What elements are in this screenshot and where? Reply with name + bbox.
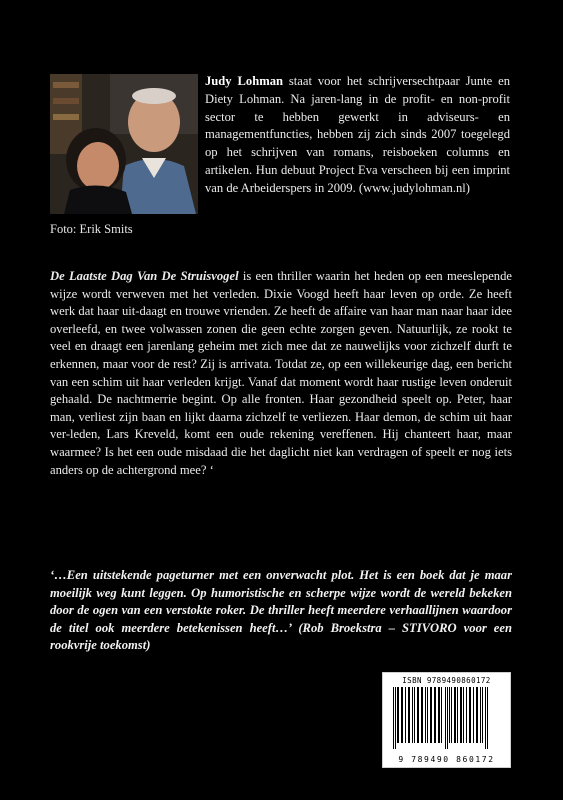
- synopsis-text: is een thriller waarin het heden op een meeslepende wijze wordt verweven met het verleden. Dixie Voogd heeft haar leven op orde. Ze heeft werk dat haar uit-daagt en trouwe vrienden. Ze heeft de affaire van haar man naar haar idee overleefd, en twee volwassen zonen die geen echte zorgen geven. Natuurlijk, ze rookt te veel en draagt een jarenlang geheim met zich mee dat ze nauwelijks voor zichzelf durft te erkennen, maar voor de rest? Zij is arrivata. Totdat ze, op een willekeurige dag, een bericht van een schim uit haar verleden krijgt. Vanaf dat moment wordt haar rustige leven onderuit gehaald. De nachtmerrie begint. Op alle fronten. Haar gezondheid speelt op. Peter, haar man, verliest zijn baan en lijkt daarna zichzelf te verliezen. Haar demon, de schim uit haar ver-leden, Lars Kreveld, komt een oude rekening vereffenen. Hij chanteert haar, maar waarmee? Is het een oude misdaad die het daglicht niet kan verdragen of speelt er nog iets anders op de achtergrond mee? ‘: [50, 269, 512, 477]
- barcode-bar: [457, 687, 458, 743]
- barcode-bar: [482, 687, 483, 743]
- book-synopsis: [50, 268, 512, 479]
- barcode-bar: [427, 687, 428, 743]
- author-photo: [50, 74, 198, 214]
- author-bio: [205, 73, 510, 198]
- barcode-bar: [445, 687, 446, 749]
- barcode-bar: [412, 687, 413, 743]
- barcode-bar: [480, 687, 481, 743]
- isbn-label: ISBN 9789490860172: [402, 676, 491, 685]
- barcode-bar: [438, 687, 440, 743]
- barcode-bar: [473, 687, 474, 743]
- barcode-bar: [395, 687, 396, 749]
- barcode-bar: [451, 687, 452, 743]
- barcode-bar: [408, 687, 410, 743]
- barcode-bar: [417, 687, 419, 743]
- barcode-bar: [460, 687, 462, 743]
- barcode-bar: [463, 687, 464, 743]
- barcode-bar: [447, 687, 448, 749]
- isbn-digits: 9 789490 860172: [398, 755, 495, 764]
- barcode-bar: [454, 687, 456, 743]
- author-name: Judy Lohman: [205, 74, 283, 88]
- barcode-bar: [397, 687, 399, 743]
- barcode-bar: [414, 687, 415, 743]
- barcode-bar: [441, 687, 442, 743]
- barcode-bar: [485, 687, 486, 749]
- author-bio-text: staat voor het schrijversechtpaar Junte en Diety Lohman. Na jaren-lang in de profit- en non-profit sector te hebben gewerkt in adviseurs- en managementfuncties, hebben zij zich sinds 2007 toegelegd op het schrijven van romans, reisboeken columns en artikelen. Hun debuut Project Eva verscheen bij een imprint van de Arbeiderspers in 2009. (www.judylohman.nl): [205, 74, 511, 195]
- barcode-bar: [469, 687, 471, 743]
- barcode-bar: [405, 687, 406, 743]
- isbn-barcode: [382, 672, 511, 768]
- barcode-bar: [449, 687, 450, 743]
- barcode-bar: [401, 687, 403, 743]
- barcode-bar: [466, 687, 467, 743]
- barcode-bar: [487, 687, 488, 749]
- barcode-bars: [391, 687, 502, 749]
- review-quote: ‘…Een uitstekende pageturner met een onverwacht plot. Het is een boek dat je maar moeilijk weg kunt leggen. Op humoristische en scherpe wijze wordt de wereld bekeken door de ogen van een verstokte roker. De thriller heeft meerdere verhaallijnen waardoor de titel ook meerdere betekenissen heeft…’ (Rob Broekstra – STIVORO voor een rookvrije toekomst): [50, 568, 512, 653]
- book-title: De Laatste Dag Van De Struisvogel: [50, 269, 239, 283]
- barcode-bar: [393, 687, 394, 749]
- barcode-bar: [476, 687, 478, 743]
- barcode-bar: [430, 687, 432, 743]
- barcode-bar: [434, 687, 436, 743]
- author-photo-image: [50, 74, 198, 214]
- barcode-bar: [425, 687, 426, 743]
- barcode-bar: [421, 687, 423, 743]
- photo-caption: Foto: Erik Smits: [50, 222, 133, 236]
